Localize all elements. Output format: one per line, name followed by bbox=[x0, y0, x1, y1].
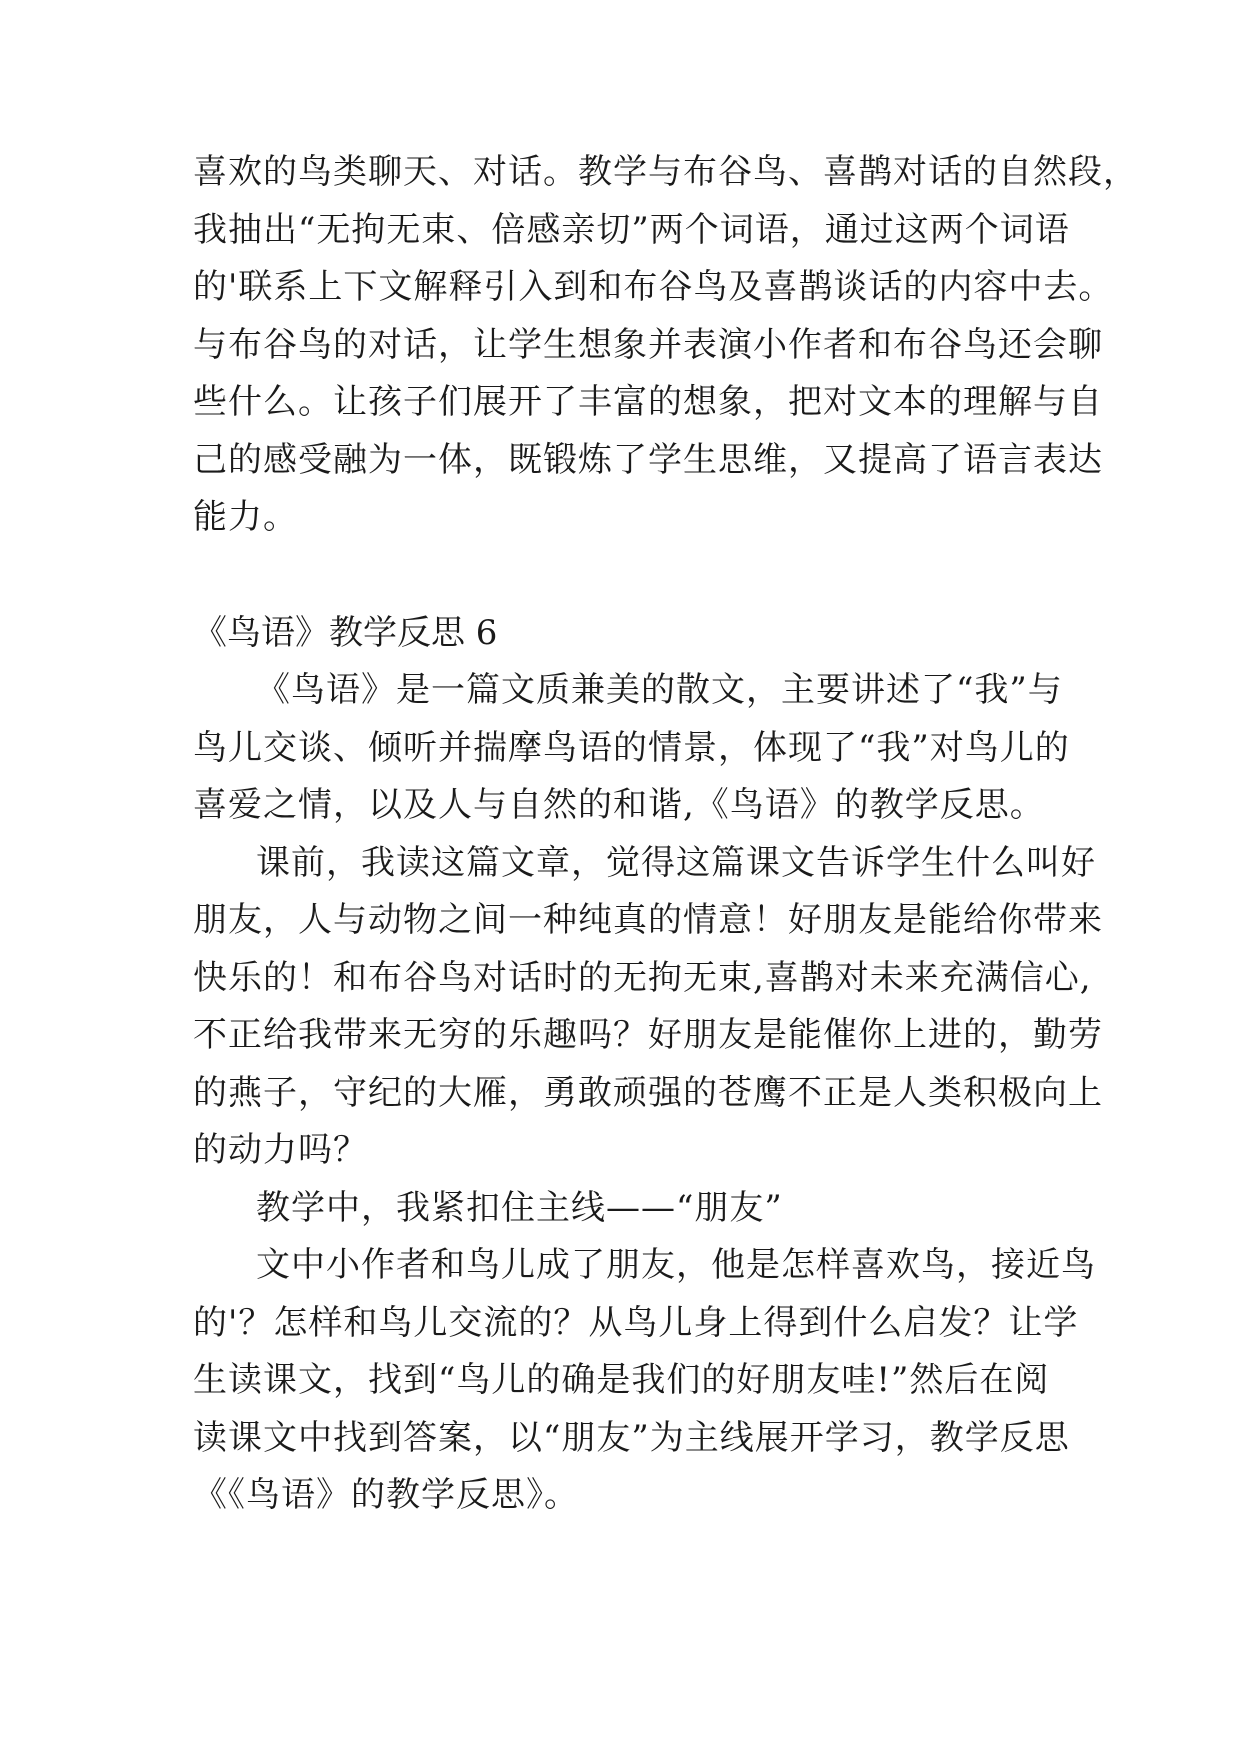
text-line: 朋友，人与动物之间一种纯真的情意！好朋友是能给你带来 bbox=[193, 900, 1103, 940]
text-line: 教学中，我紧扣住主线——“朋友” bbox=[256, 1188, 783, 1228]
text-line: 鸟儿交谈、倾听并揣摩鸟语的情景，体现了“我”对鸟儿的 bbox=[193, 728, 1070, 768]
text-line: 喜欢的鸟类聊天、对话。教学与布谷鸟、喜鹊对话的自然段， bbox=[193, 152, 1138, 192]
text-line: 些什么。让孩子们展开了丰富的想象，把对文本的理解与自 bbox=[193, 382, 1103, 422]
text-line: 与布谷鸟的对话，让学生想象并表演小作者和布谷鸟还会聊 bbox=[193, 325, 1103, 365]
text-line: 己的感受融为一体，既锻炼了学生思维，又提高了语言表达 bbox=[193, 440, 1103, 480]
text-line: 我抽出“无拘无束、倍感亲切”两个词语，通过这两个词语 bbox=[193, 210, 1070, 250]
text-line: 读课文中找到答案，以“朋友”为主线展开学习，教学反思 bbox=[193, 1418, 1070, 1458]
text-line: 的动力吗？ bbox=[193, 1130, 368, 1170]
text-line: 课前，我读这篇文章，觉得这篇课文告诉学生什么叫好 bbox=[256, 843, 1096, 883]
text-line: 能力。 bbox=[193, 497, 298, 537]
section-title: 《鸟语》教学反思 6 bbox=[193, 613, 498, 653]
text-line: 的'？怎样和鸟儿交流的？从鸟儿身上得到什么启发？让学 bbox=[193, 1303, 1079, 1343]
text-line: 的燕子，守纪的大雁，勇敢顽强的苍鹰不正是人类积极向上 bbox=[193, 1073, 1103, 1113]
text-line: 快乐的！和布谷鸟对话时的无拘无束,喜鹊对未来充满信心, bbox=[193, 958, 1092, 998]
text-line: 《鸟语》是一篇文质兼美的散文，主要讲述了“我”与 bbox=[256, 670, 1063, 710]
text-line: 喜爱之情，以及人与自然的和谐,《鸟语》的教学反思。 bbox=[193, 785, 1045, 825]
text-line: 不正给我带来无穷的乐趣吗？好朋友是能催你上进的，勤劳 bbox=[193, 1015, 1103, 1055]
text-line: 的'联系上下文解释引入到和布谷鸟及喜鹊谈话的内容中去。 bbox=[193, 267, 1114, 307]
text-line: 生读课文，找到“鸟儿的确是我们的好朋友哇!”然后在阅 bbox=[193, 1360, 1050, 1400]
text-line: 文中小作者和鸟儿成了朋友，他是怎样喜欢鸟，接近鸟 bbox=[256, 1245, 1096, 1285]
text-line: 《《鸟语》的教学反思》。 bbox=[193, 1475, 579, 1515]
